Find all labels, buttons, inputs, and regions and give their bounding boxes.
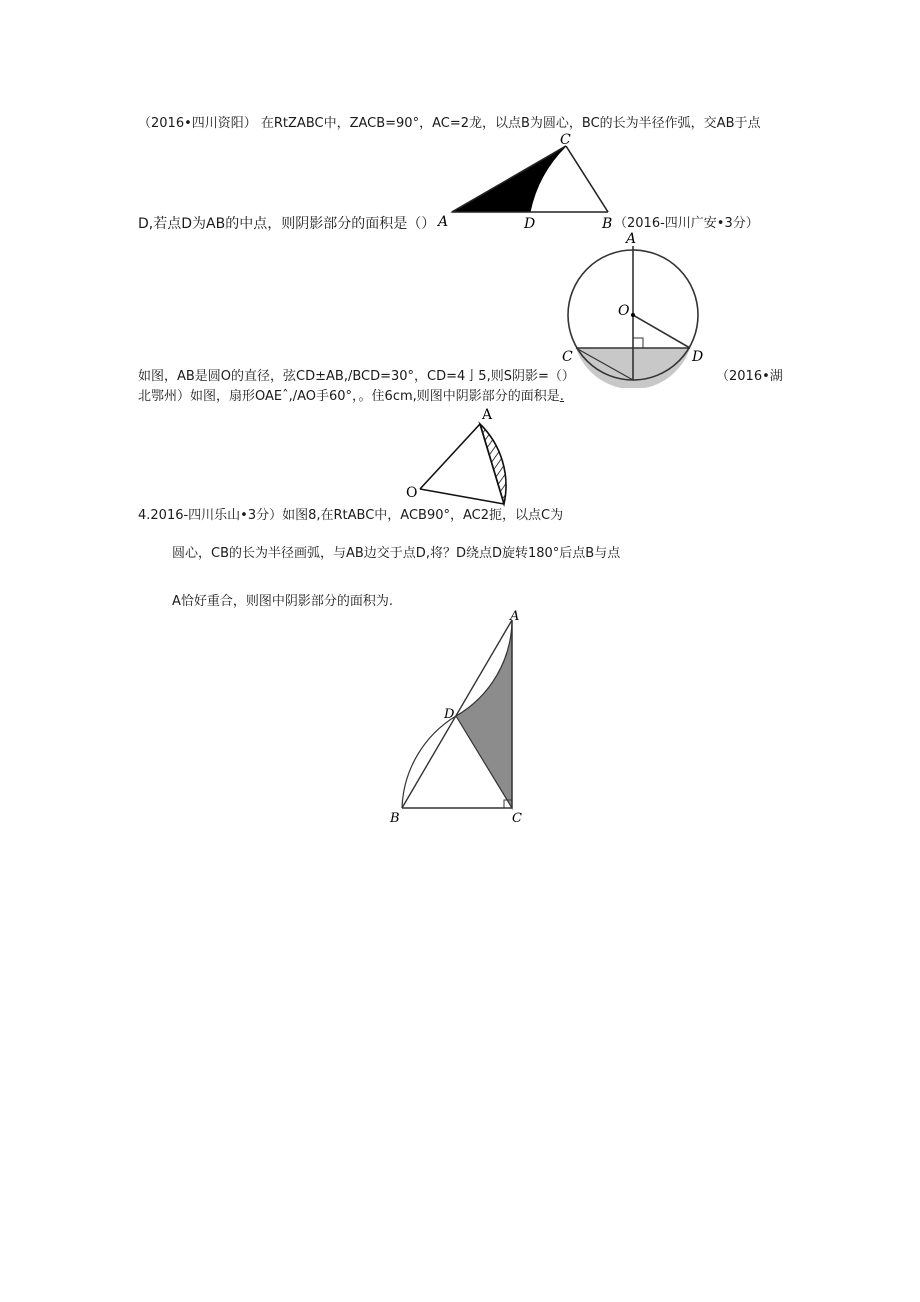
problem3-answer-blank: . — [559, 389, 564, 404]
problem2-source: （2016-四川广安•3分） — [614, 216, 759, 231]
problem3-source-start: （2016•湖 — [716, 369, 783, 384]
figure-4-label-a: A — [510, 609, 520, 624]
figure-1-label-c: C — [560, 132, 571, 148]
figure-2-label-c: C — [562, 349, 573, 365]
figure-4-label-c: C — [512, 811, 522, 826]
figure-1-side-bc — [566, 146, 608, 212]
problem3-text — [138, 389, 564, 405]
figure-4-label-d: D — [444, 707, 455, 722]
figure-2-center-dot — [631, 313, 635, 317]
figure-4 — [384, 606, 534, 832]
problem2-text: 如图，AB是圆O的直径，弦CD±AB,/BCD=30°，CD=4亅5,则S阴影=（） — [138, 369, 575, 384]
figure-3-radius-oa — [420, 424, 480, 489]
problem1-line2: D,若点D为AB的中点，则阴影部分的面积是（） — [138, 216, 436, 232]
problem1-line1: （2016•四川资阳） 在RtZABC中，ZACB=90°，AC=2龙，以点B为圆心，BC的长为半径作弧，交AB于点 — [138, 116, 761, 131]
figure-2 — [556, 228, 716, 388]
figure-2-right-angle-mark — [633, 338, 643, 348]
figure-1-label-b: B — [602, 216, 613, 232]
figure-3 — [400, 404, 516, 508]
figure-2-radius-od — [633, 315, 690, 348]
problem3-text-body: 北鄂州）如图，扇形OAEˆ,/AO手60°，。住6cm,则图中阴影部分的面积是 — [138, 389, 560, 404]
figure-1 — [436, 128, 624, 232]
figure-1-label-a: A — [438, 214, 449, 230]
figure-2-label-a: A — [626, 231, 637, 247]
figure-4-label-b: B — [390, 811, 400, 826]
problem4-line2: 圆心，CB的长为半径画弧，与AB边交于点D,将？D绕点D旋转180°后点B与点 — [172, 546, 621, 561]
figure-2-label-o: O — [618, 303, 630, 319]
figure-3-label-a: A — [482, 407, 493, 423]
figure-1-label-d: D — [524, 216, 536, 232]
figure-2-label-d: D — [692, 349, 704, 365]
problem4-line1: 4.2016-四川乐山•3分）如图8,在RtABC中，ACB90°，AC2扼，以点C为 — [138, 508, 564, 523]
figure-3-radius-ob — [420, 489, 504, 504]
problem4-line3: A恰好重合，则图中阴影部分的面积为. — [172, 594, 394, 609]
figure-3-label-o: O — [406, 485, 418, 501]
figure-4-shaded-region — [456, 620, 512, 808]
